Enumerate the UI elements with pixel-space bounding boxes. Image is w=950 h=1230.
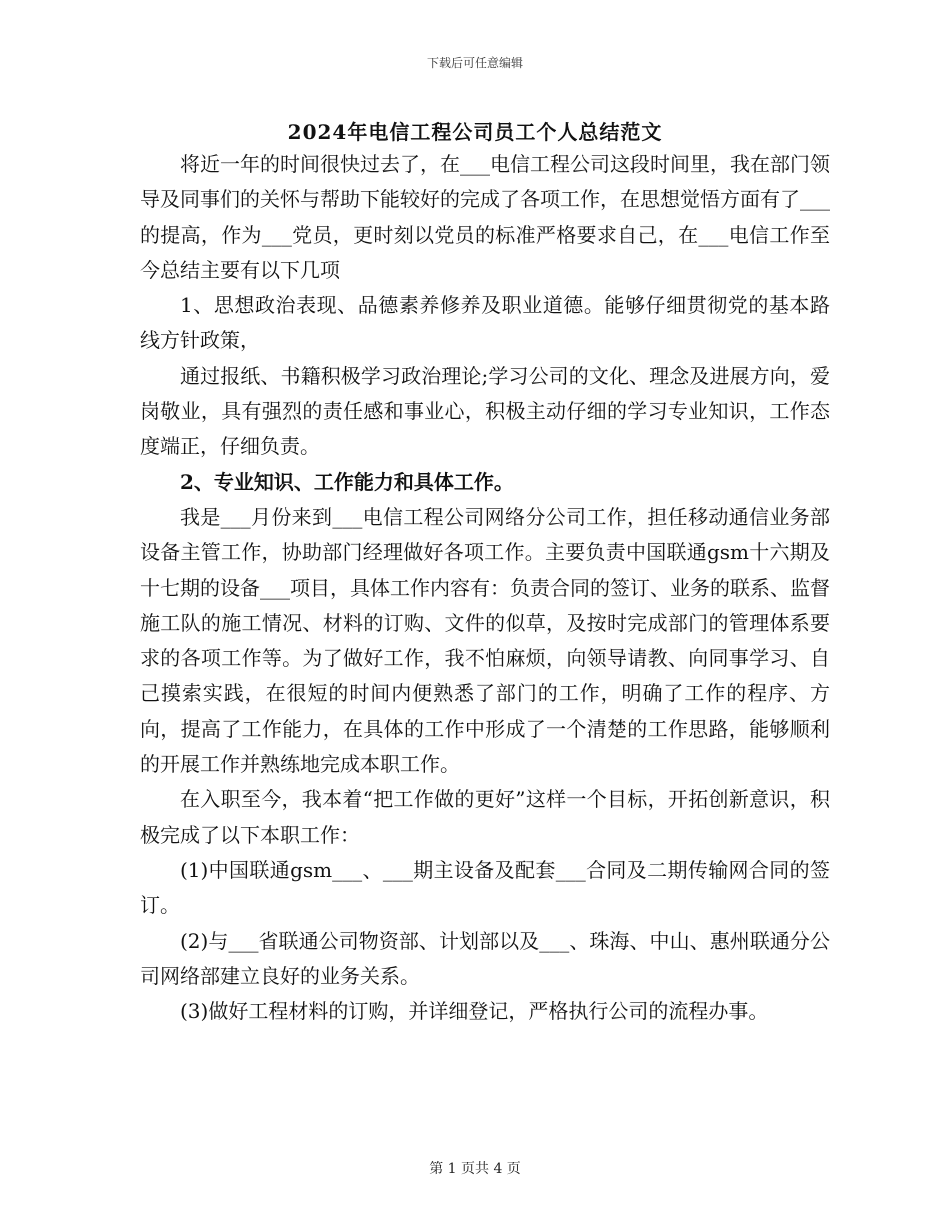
document-title: 2024年电信工程公司员工个人总结范文 (287, 120, 663, 144)
document-body (140, 147, 830, 1029)
page-header-note: 下载后可任意编辑 (426, 56, 523, 70)
paragraph: 我是___月份来到___电信工程公司网络分公司工作，担任移动通信业务部设备主管工作，协助部门经理做好各项工作。主要负责中国联通gsm十六期及十七期的设备___项目，具体工作内容有：负责合同的签订、业务的联系、监督施工队的施工情况、材料的订购、文件的似草，及按时完成部门的管理体系要求的各项工作等。为了做好工作，我不怕麻烦，向领导请教、向同事学习、自己摸索实践，在很短的时间内便熟悉了部门的工作，明确了工作的程序、方向，提高了工作能力，在具体的工作中形成了一个清楚的工作思路，能够顺利的开展工作并熟练地完成本职工作。 (140, 504, 830, 777)
section-heading: 2、专业知识、工作能力和具体工作。 (180, 469, 514, 494)
paragraph: 将近一年的时间很快过去了，在___电信工程公司这段时间里，我在部门领导及同事们的关怀与帮助下能较好的完成了各项工作，在思想觉悟方面有了___的提高，作为___党员，更时刻以党员的标准严格要求自己，在___电信工作至今总结主要有以下几项 (140, 152, 830, 282)
list-item: (1)中国联通gsm___、___期主设备及配套___合同及二期传输网合同的签订。 (140, 857, 830, 918)
paragraph: 1、思想政治表现、品德素养修养及职业道德。能够仔细贯彻党的基本路线方针政策， (140, 293, 830, 353)
page-number: 第 1 页共 4 页 (429, 1161, 521, 1177)
list-item: (3)做好工程材料的订购，并详细登记，严格执行公司的流程办事。 (180, 999, 769, 1024)
paragraph: 通过报纸、书籍积极学习政治理论;学习公司的文化、理念及进展方向，爱岗敬业，具有强烈的责任感和事业心，积极主动仔细的学习专业知识，工作态度端正，仔细负责。 (140, 363, 830, 459)
list-item: (2)与___省联通公司物资部、计划部以及___、珠海、中山、惠州联通分公司网络部建立良好的业务关系。 (140, 928, 830, 988)
paragraph: 在入职至今，我本着“把工作做的更好”这样一个目标，开拓创新意识，积极完成了以下本职工作： (140, 787, 830, 847)
